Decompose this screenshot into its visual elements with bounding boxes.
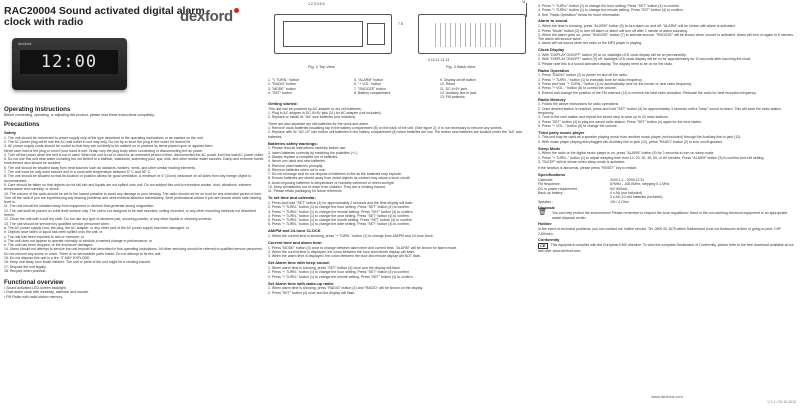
list-item: 3. Please note this is a sound activated display. The display need to be on for the radio. <box>538 61 674 66</box>
figures <box>268 0 534 76</box>
getting-started-heading: Getting started: <box>268 101 298 107</box>
list-item: 3. "SLEEP" will be shown when sleep mode is activated. <box>538 160 626 165</box>
list-item: 1. This unit may be used as a speaker playing music from another music player (not included) through the Auxiliary line-in jack (12). <box>538 135 742 140</box>
ampm-list <box>268 234 534 238</box>
list-item: 5. See "Radio Operation" below for more information. <box>538 12 621 17</box>
list-item: 6. Remove batteries when not in use. <box>268 167 326 172</box>
spec-label: Back-up battery : <box>538 190 565 195</box>
list-item: 1. When alarm time is showing, press "RADIO" button (2) and "RADIO" will be shown on the display. <box>268 286 424 291</box>
list-item: 14. Users should not attempt to service the unit beyond that described in this operating instructions. All other servicing should be referred to qualified service personnel. Do not remove any screw or cover. There is no serviceable parts inside. Do not attempt to fix this unit. <box>4 247 263 256</box>
list-item: 5. Do not use this unit near water including but not limited to a bathtub, washbowl, swimming pool, spa, sink, and other similar water sources. Damp and extreme humid environment also should be avoided. <box>4 157 264 166</box>
list-item: 2. Press "+ TURN -" button (1) to manually tune for radio frequency. <box>538 77 643 82</box>
list-item: 1. Follow the above instructions for radio operations. <box>538 102 620 107</box>
list-item: d. The unit does not appear to operate normally or exhibits a marked change in performance; or <box>4 238 152 243</box>
third-party-list <box>538 135 796 144</box>
operating-heading: Operating Instructions <box>4 106 71 113</box>
list-item: 1. When the current time is showing, press "+ TURN-" button (1) to change from AM/PM and 24-hour clock. <box>268 234 434 239</box>
list-item: 3. AC power supply cords should be routed so that they are not likely to be walked on or pinched by items placed upon or against them. <box>4 144 214 149</box>
list-item: 5. Press "+ VOL -" button (6) to change the volume. <box>538 123 618 128</box>
functional-list <box>4 286 266 299</box>
list-item: 1. Plug in AC adapter in DC-IN 6V jack (11) for AC adapter (not included). <box>268 111 382 116</box>
spec-label: Calendar: <box>538 178 554 183</box>
list-item: 10. The volume of the radio should be set to the lowest possible to avoid any damage to your hearing. The radio should not be on loud for any extended period of time. Turn off the radio if you are experiencing any hearing problems and seek medical attention immediately. Seek professional advice if you are unsure which safe hearing level is. <box>4 191 262 205</box>
wheelie-bin-icon: 🗑 <box>538 209 547 217</box>
spec-label: FM frequence: <box>538 182 561 187</box>
back-view-grille <box>435 23 505 47</box>
list-item: • Dual alarm clock with weekday, calendar and snooze. <box>4 290 90 295</box>
title-line-1: RAC20004 Sound activated digital alarm <box>4 5 205 17</box>
list-item: 1. With "DISPLAY ON/OFF" switch (9) at on, backlight LED clock display will be on permanently. <box>538 53 687 58</box>
legend-item: 6. "+ VOL" button <box>354 82 382 87</box>
list-item: 8. The unit should be situated so that its location or position allows for good ventilation. A minimum of 4" (10cm) clearance on all sides from any foreign object is recommended. <box>4 174 251 183</box>
legend-item <box>268 95 354 99</box>
list-item: 10. Keep all batteries out of reach from children. They are a choking hazard. <box>268 185 386 190</box>
list-item: 11. The unit should be situated away from equipment or devices that generate strong magnetism. <box>4 204 155 209</box>
spec-value: 1W / 4 Ohm <box>610 199 629 204</box>
precautions-heading: Precautions <box>4 121 40 129</box>
column-left <box>4 0 266 299</box>
logo-dot-icon <box>234 8 239 13</box>
list-item: 3. Press "+ TURN-" button (1) to change the minute setting. Press "SET" button (4) to confirm. <box>268 274 414 279</box>
legend-item <box>354 95 440 99</box>
disposal-text <box>538 211 796 220</box>
list-item: 4. Press "SET" button (4) to play pre-saved radio station. Press "SET" button (4) again for the next station. <box>538 119 703 124</box>
list-item: b. Objects have fallen or liquid has been spilled onto the unit; or <box>4 230 103 235</box>
spec-label: DC-in power requirement : <box>538 186 580 191</box>
list-item: e. The unit has been dropped, or the enclosure damaged. <box>4 243 94 248</box>
list-item: 9. Avoid exposing batteries to temperature or humidity extremes or direct sunlight. <box>268 180 395 185</box>
conformity-text <box>538 243 796 254</box>
title-line-2: clock with radio <box>4 16 84 28</box>
getting-started-list <box>268 111 534 120</box>
product-image <box>12 38 127 90</box>
product-display-time: 12:00 <box>20 50 118 74</box>
beep-sound-list <box>268 266 534 279</box>
legend-item: 12. Auxiliary line-in jack <box>440 90 477 95</box>
list-item: 11. Please retain packaging for future reference. <box>268 189 343 194</box>
fig2-caption: Fig. 2 Back view <box>446 64 476 69</box>
figure-legend <box>268 78 534 99</box>
list-item: 2. Insert batteries correctly by matching the polarities (+/-). <box>268 150 359 155</box>
current-alarm-list <box>268 246 534 259</box>
legend-item: 9. Display on/off switch <box>440 78 476 82</box>
conformity-text-body: This equipment complies with the European EMV directive. To view the complete Declaration of Conformity, please refer to the free download available at our web site: www.dexford.com. <box>538 243 794 254</box>
list-item: 3. Press "+ TURN-" button (1) to change the hour setting. Press "SET" button (4) to confirm. <box>538 4 680 8</box>
radio-alarm-list <box>268 286 534 295</box>
precautions-list <box>4 136 266 274</box>
fig2-callouts: 9 10 11 12 13 <box>428 58 450 62</box>
list-item: 12. Clean the unit with a soft dry cloth. Do not use any type of abrasive pad, scouring powder, or any other liquids or cleaning solvents. <box>4 217 213 222</box>
list-item: 17. Dispose the unit legally. <box>4 264 47 269</box>
alarm-sound-heading: Alarm to sound <box>538 18 568 24</box>
radio-memory-heading: Radio Memory <box>538 96 566 102</box>
list-item: 2. Replace with 3x "AG-10" size button cell batteries in the battery compartment (8) when batteries are low. The button new batteries are located under the "AA" size batteries. <box>268 130 523 139</box>
ce-mark-icon: CE <box>540 243 546 249</box>
getting-started-note: There are also separate dry cell batteries for the clock and alarm. <box>268 121 369 126</box>
top-view-side-panel <box>367 23 385 45</box>
clock-display-heading: Clock Display <box>538 47 565 53</box>
spec-value: 6V/ 600mA <box>610 186 628 191</box>
list-item: 5. Extend and change the position of the FM antenna (13) to receive the best radio reception. Relocate the radio for best reception frequency. <box>538 90 757 95</box>
back-view-diagram <box>418 14 526 54</box>
list-item: 7. The unit must be only used indoors and in a room with temperature between 5° C and 35° C. <box>4 170 152 175</box>
list-item: 3. Tune to the next station and repeat the above step to save up to 20 radio stations. <box>538 115 669 120</box>
list-item: 3. Always replace a complete set of batteries. <box>268 154 339 159</box>
legend-item: 3. "MODE" button <box>268 86 296 91</box>
list-item: 3. When the alarm goes on, press "SNOOZE" button (7) to activate snooze. "SNOOZE" will be shown when snooze is activated. Alarm will turn on again in 5 minutes. The alarm will snooze twice. <box>538 32 794 42</box>
list-item: 2. The AC power plug will fit into the AC wall outlet in one way only. Do not try to force the plug in the outlet if it doesn't fit. <box>4 139 192 144</box>
conformity-heading: Conformity <box>538 237 560 243</box>
list-item: 1. Press "RADIO" button (2) to power on and off the radio. <box>538 73 628 78</box>
alarm-continued-list <box>538 4 796 17</box>
legend-item: 11. DC-in 6V jack <box>440 86 467 91</box>
list-item: 2. When the current time is displayed, the colon between the hour and minute display will flash. <box>268 250 416 255</box>
radio-memory-list <box>538 102 796 128</box>
spec-value: 87MHz - 108.0MHz, stepping 0.1 MHz <box>610 182 670 187</box>
list-item: 4. Never mix used and new batteries. <box>268 159 326 164</box>
battery-safety-heading: Batteries safety warnings: <box>268 140 318 146</box>
fig2-top-callout: 11 <box>522 0 526 4</box>
ampm-heading: AM/PM and 24-hour CLOCK <box>268 228 321 234</box>
list-item: 7. Do not recharge and do not dispose of batteries in fire as the batteries may explode. <box>268 172 403 177</box>
legend-item: 4. "SET" button <box>268 90 292 95</box>
product-brand-tag: dexford <box>18 41 32 46</box>
radio-alarm-heading: Set Alarm time with wake-up radio: <box>268 280 335 286</box>
list-item: 5. Press "+ TURN-" button (1) to change the month setting. Press "SET" button (4) to confirm. <box>268 218 413 223</box>
list-item: 18. Recycle when possible. <box>4 268 47 273</box>
list-item: 2. Press "Mode" button (3) to turn off alarm or alarm will turn off after 1 minute of alarm sounding. <box>538 28 689 33</box>
antenna-icon <box>526 3 527 17</box>
list-item: • FM Radio with radio station memory. <box>4 294 63 299</box>
legend-item: 1. "V TURN-" button <box>268 78 300 82</box>
radio-operation-list <box>538 73 796 94</box>
list-item: 16. Keep unit away from small children. The unit or parts of the unit might be a choking hazard. <box>4 260 151 265</box>
battery-safety-list <box>268 146 534 193</box>
column-middle <box>268 0 534 295</box>
fig1-caption: Fig. 1 Top view <box>308 64 335 69</box>
list-item: a. The AC power supply cord, the plug, the AC adapter, or any other part of the AC power supply has been damaged; or <box>4 225 189 230</box>
list-item: 3. Press and hold "+ TURN -" button (1) to automatically tune for the former or next radio frequency. <box>538 82 692 87</box>
spec-value: 3 x AG-10 cell batteries (included) <box>610 195 663 200</box>
top-view-panel <box>283 21 363 47</box>
list-item: 4. Press "+ TURN-" button (1) to change the minute setting. Press "SET" button (4) to confirm. <box>538 8 684 13</box>
logo-text: dexford <box>180 8 233 25</box>
list-item: 2. Replace or install 4x "AA" size batteries (not included). <box>268 115 357 120</box>
operating-intro: Before connecting, operating, or adjusting this product, please read these instructions completely. <box>4 113 155 117</box>
set-time-list <box>268 201 534 227</box>
disposal-text-body: You can help protect the environment! Please remember to respect the local regulations: Hand in the non-working electrical equipment to an appropriate waste disposal center. <box>552 211 788 220</box>
list-item: 1. Remove clock batteries insulating tap in the battery compartment (8) on the back of the unit. (See figure 2). It is not necessary to remove any screws. <box>268 126 503 131</box>
list-item: 1. Press "MODE" button (3) once to change between alarm time and current time. "ALARM" will be shown for alarm mode. <box>268 245 458 250</box>
list-item: 9. Care should be taken so that objects do not fall into and liquids are not spilled onto unit. Do not subject this unit to excessive smoke, dust, vibrations, extreme temperature and humidity, or shock. <box>4 182 252 192</box>
legend-item: 7. "SNOOZE" button <box>354 86 386 91</box>
radio-operation-heading: Radio Operation <box>538 67 570 73</box>
legend-item: 2. "RADIO" button <box>268 82 297 87</box>
specifications-heading: Specifications <box>538 172 566 178</box>
list-item: 2. Press "SET" button (4) once and the display will flash. <box>268 290 356 295</box>
list-item: 13. The unit should be serviced by qualified service personnel when: <box>4 221 110 226</box>
hotline-heading: Hotline <box>538 221 552 227</box>
list-item: 2. Press "+ TURN-" button (1) to change the hour setting. Press "SET" button (4) to confirm. <box>268 205 410 210</box>
legend-item: 5. "ALARM" button <box>354 78 384 82</box>
list-item: 3. When the alarm time is displayed, the colon between the hour and minute display will NOT flash. <box>268 254 422 259</box>
fig1-side-callouts: 7 8 <box>398 22 403 26</box>
list-item: 5. Remove used batteries promptly. <box>268 163 323 168</box>
list-item: 6. The unit should be situated away from heat sources such as radiators, heaters, vents, and other similar heating elements. <box>4 165 196 170</box>
functional-heading: Functional overview <box>4 279 64 287</box>
set-time-heading: To set time and calendar: <box>268 195 316 201</box>
reset-note: If the function is abnormal, please press "RESET" key to restart. <box>538 166 638 171</box>
sleep-mode-list <box>538 151 796 164</box>
top-view-diagram <box>274 14 392 54</box>
list-item: 3. Press "+ TURN-" button (1) to change the minute setting. Press "SET" button (4) to confirm. <box>268 209 414 214</box>
beep-sound-heading: Set Alarm time with beep sound: <box>268 260 330 266</box>
list-item: 1. When the radio or the digital music player is on, press "ALARM" button (5) for 3 seconds to turn on sleep mode. <box>538 151 715 156</box>
disposal-heading: Disposal <box>538 205 555 211</box>
getting-started-list-2 <box>268 126 534 139</box>
sleep-mode-heading: Sleep Mode <box>538 145 561 151</box>
list-item: 6. Press "+ TURN-" button (1) to change the date setting. Press "SET" button (4) to confirm. <box>268 222 410 227</box>
list-item: 1. The unit should be connected to power supply only of the type described in the operating instructions or as marked on the unit. <box>4 135 204 140</box>
list-item: 4. Turn off the power when the unit is not in used. When the unit is not in used for an extended period of time, disconnected the AC power from the wall AC power outlet. <box>4 152 265 157</box>
footer-revision: V 1.1 / 03.10.2012 <box>767 400 796 404</box>
column-right <box>538 4 796 254</box>
third-party-heading: Third party music player <box>538 129 585 135</box>
spec-value: 2000.1.1 - 2099.12.31 <box>610 178 645 183</box>
list-item: 2. With "DISPLAY ON/OFF" switch (9) off, backlight LED clock display will be on for approximately for 10 seconds after touching the clock. <box>538 57 752 62</box>
list-item: 2. With music player playing and plugged into Auxiliary line-in jack (12), press "RADIO" button (2) to turn on/off speaker. <box>538 139 723 144</box>
spec-label: Speaker : <box>538 199 553 204</box>
list-item: 8. Ensure batteries are stored away from metal objects as contact may cause a short circuit. <box>268 176 411 181</box>
legend-item: 10. Reset <box>440 82 455 87</box>
spec-value: 4 x AA (not included) <box>610 190 643 195</box>
list-item: 1. Press and hold "SET" button (4) for approximately 2 seconds and the time display will flash. <box>268 201 414 205</box>
list-item: 1. When alarm time is showing, press "SET" button (4) once and the display will flash. <box>268 266 401 271</box>
alarm-sound-list <box>538 24 796 45</box>
clock-display-list <box>538 53 796 66</box>
list-item: 2. Once desired station is reached, press and hold "SET" button (4) for approximately 3 seconds until a "beep" sound is heard. This will save the radio station frequency. <box>538 106 782 115</box>
list-item: 4. Press "+ VOL -" button (6) to control the volume. <box>538 86 617 91</box>
specifications-table <box>538 178 796 204</box>
dexford-logo <box>180 8 239 25</box>
safety-subheading: Safety <box>4 129 17 135</box>
legend-item: 13. FM antenna <box>440 95 465 100</box>
list-item: 2. Press "+ TURN -" button (1) to adjust sleeping time from 10, 20, 30, 40, 50, or 60 minutes. Press "ALARM" button (5) to confirm and exit setting. <box>538 155 765 160</box>
list-item: 4. Alarm will not sound when the radio or the MP3 player is playing. <box>538 41 643 46</box>
hotline-text: In the event of technical problems, you can contact our hotline service, Tel. 0900 00 1675 within Switzerland (cost via Swisscom at time of going to print: CHF 2.60/min). <box>538 227 782 236</box>
list-item: Never take hold of the plug or cord if your hand is wet. Grasp only the plug body when connecting or disconnecting the ac power. <box>4 148 204 153</box>
legend-item: 8. Battery compartment <box>354 90 391 95</box>
list-item: 2. Press "+ TURN-" button (1) to change the hour setting. Press "SET" button (4) to confirm. <box>268 270 410 275</box>
list-item: 4. Press "+ TURN-" button (1) to change the year setting. Press "SET" button (4) to confirm. <box>268 213 410 218</box>
list-item: 15. Do not dispose this unit in a fire. IT MAY EXPLODE. <box>4 256 91 260</box>
footer-website: www.dexford.com <box>651 394 683 399</box>
list-item: 1. When the time is showing, press "ALARM" button (5) to turn alarm on and off. "ALARM" will be shown with alarm is activated. <box>538 24 736 29</box>
current-alarm-heading: Current time and alarm time: <box>268 240 323 246</box>
getting-started-intro: This unit can be powered by AC adapter or dry cell batteries. <box>268 106 362 111</box>
fig1-callouts: 1 2 3 4 5 6 <box>308 2 325 6</box>
list-item: 12. The unit shall be placed on a flat level surface only. The unit is not designed to be wall mounted, ceiling mounted, or any other mounting methods not described herein. <box>4 208 257 218</box>
list-item: • Sound activated LED-screen backlight <box>4 286 66 291</box>
list-item: c. The unit has been exposed to rain or moisture; or <box>4 234 85 239</box>
list-item: 1. Please read all instructions carefully before use. <box>268 146 347 151</box>
